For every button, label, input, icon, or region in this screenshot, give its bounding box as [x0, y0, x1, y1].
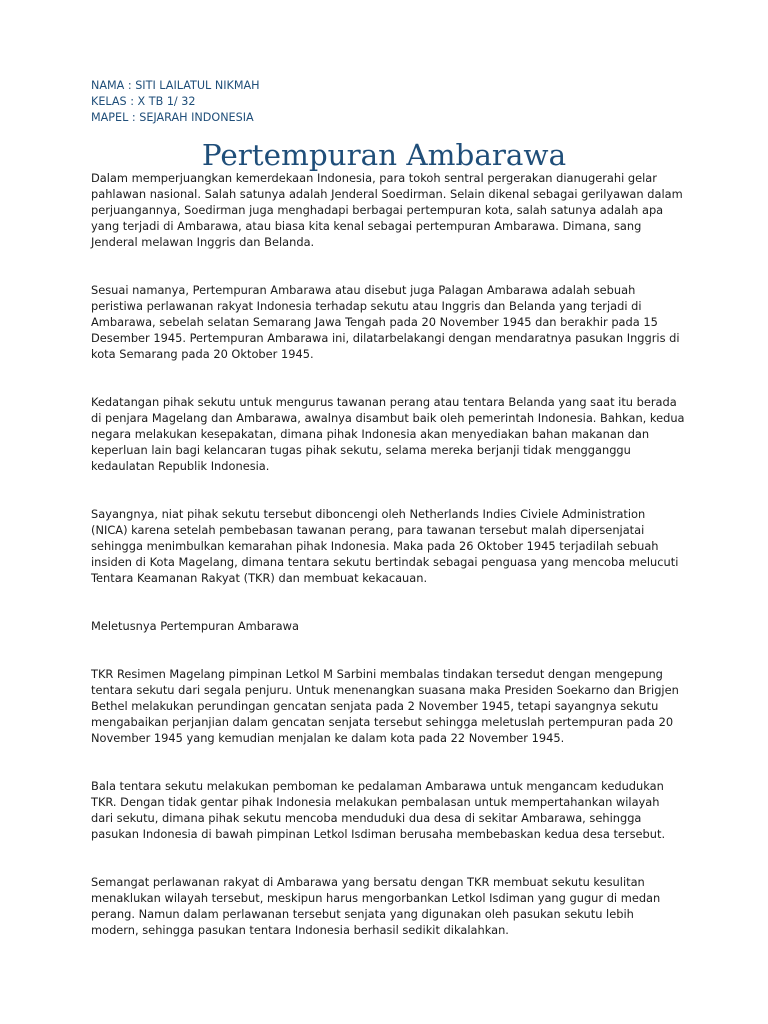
paragraph-outbreak: TKR Resimen Magelang pimpinan Letkol M Sarbini membalas tindakan tersedut dengan mengepung tentara sekutu dari segala penjuru. Untuk menenangkan suasana maka Presiden Soekarno dan Brigjen Bethel melakukan perundingan gencatan senjata pada 2 November 1945, tetapi sayangnya sekutu mengabaikan perjanjian dalam gencatan senjata tersebut sehingga meletuslah pertempuran pada 20 November 1945 yang kemudian menjalan ke dalam kota pada 22 November 1945. [91, 667, 679, 745]
student-info-block [91, 78, 591, 126]
paragraph-intro: Dalam memperjuangkan kemerdekaan Indonesia, para tokoh sentral pergerakan dianugerahi gelar pahlawan nasional. Salah satunya adalah Jenderal Soedirman. Selain dikenal sebagai gerilyawan dalam perjuangannya, Soedirman juga menghadapi berbagai pertempuran kota, salah satunya adalah apa yang terjadi di Ambarawa, atau biasa kita kenal sebagai pertempuran Ambarawa. Dimana, sang Jenderal melawan Inggris dan Belanda. [91, 171, 683, 249]
paragraph-nica: Sayangnya, niat pihak sekutu tersebut diboncengi oleh Netherlands Indies Civiele Administration (NICA) karena setelah pembebasan tawanan perang, para tawanan tersebut malah dipersenjatai sehingga menimbulkan kemarahan pihak Indonesia. Maka pada 26 Oktober 1945 terjadilah sebuah insiden di Kota Magelang, dimana tentara sekutu bertindak sebagai penguasa yang mencoba melucuti Tentara Keamanan Rakyat (TKR) dan membuat kekacauan. [91, 507, 679, 585]
subject-line: MAPEL : SEJARAH INDONESIA [91, 111, 254, 124]
section-subheading: Meletusnya Pertempuran Ambarawa [91, 619, 299, 633]
paragraph-definition: Sesuai namanya, Pertempuran Ambarawa atau disebut juga Palagan Ambarawa adalah sebuah peristiwa perlawanan rakyat Indonesia terhadap sekutu atau Inggris dan Belanda yang terjadi di Ambarawa, sebelah selatan Semarang Jawa Tengah pada 20 November 1945 dan berakhir pada 15 Desember 1945. Pertempuran Ambarawa ini, dilatarbelakangi dengan mendaratnya pasukan Inggris di kota Semarang pada 20 Oktober 1945. [91, 283, 680, 361]
paragraph-resistance: Semangat perlawanan rakyat di Ambarawa yang bersatu dengan TKR membuat sekutu kesulitan menaklukan wilayah tersebut, meskipun harus mengorbankan Letkol Isdiman yang gugur di medan perang. Namun dalam perlawanan tersebut senjata yang digunakan oleh pasukan sekutu lebih modern, sehingga pasukan tentara Indonesia berhasil sedikit dikalahkan. [91, 875, 661, 937]
paragraph-arrival: Kedatangan pihak sekutu untuk mengurus tawanan perang atau tentara Belanda yang saat itu berada di penjara Magelang dan Ambarawa, awalnya disambut baik oleh pemerintah Indonesia. Bahkan, kedua negara melakukan kesepakatan, dimana pihak Indonesia akan menyediakan bahan makanan dan keperluan lain bagi kelancaran tugas pihak sekutu, selama mereka berjanji tidak mengganggu kedaulatan Republik Indonesia. [91, 395, 685, 473]
document-body [91, 170, 685, 938]
student-class: KELAS : X TB 1/ 32 [91, 95, 196, 108]
paragraph-bombing: Bala tentara sekutu melakukan pemboman ke pedalaman Ambarawa untuk mengancam kedudukan TKR. Dengan tidak gentar pihak Indonesia melakukan pembalasan untuk mempertahankan wilayah dari sekutu, dimana pihak sekutu mencoba menduduki dua desa di sekitar Ambarawa, sehingga pasukan Indonesia di bawah pimpinan Letkol Isdiman berusaha membebaskan kedua desa tersebut. [91, 779, 666, 841]
student-name: NAMA : SITI LAILATUL NIKMAH [91, 79, 260, 92]
document-title: Pertempuran Ambarawa [201, 138, 567, 172]
